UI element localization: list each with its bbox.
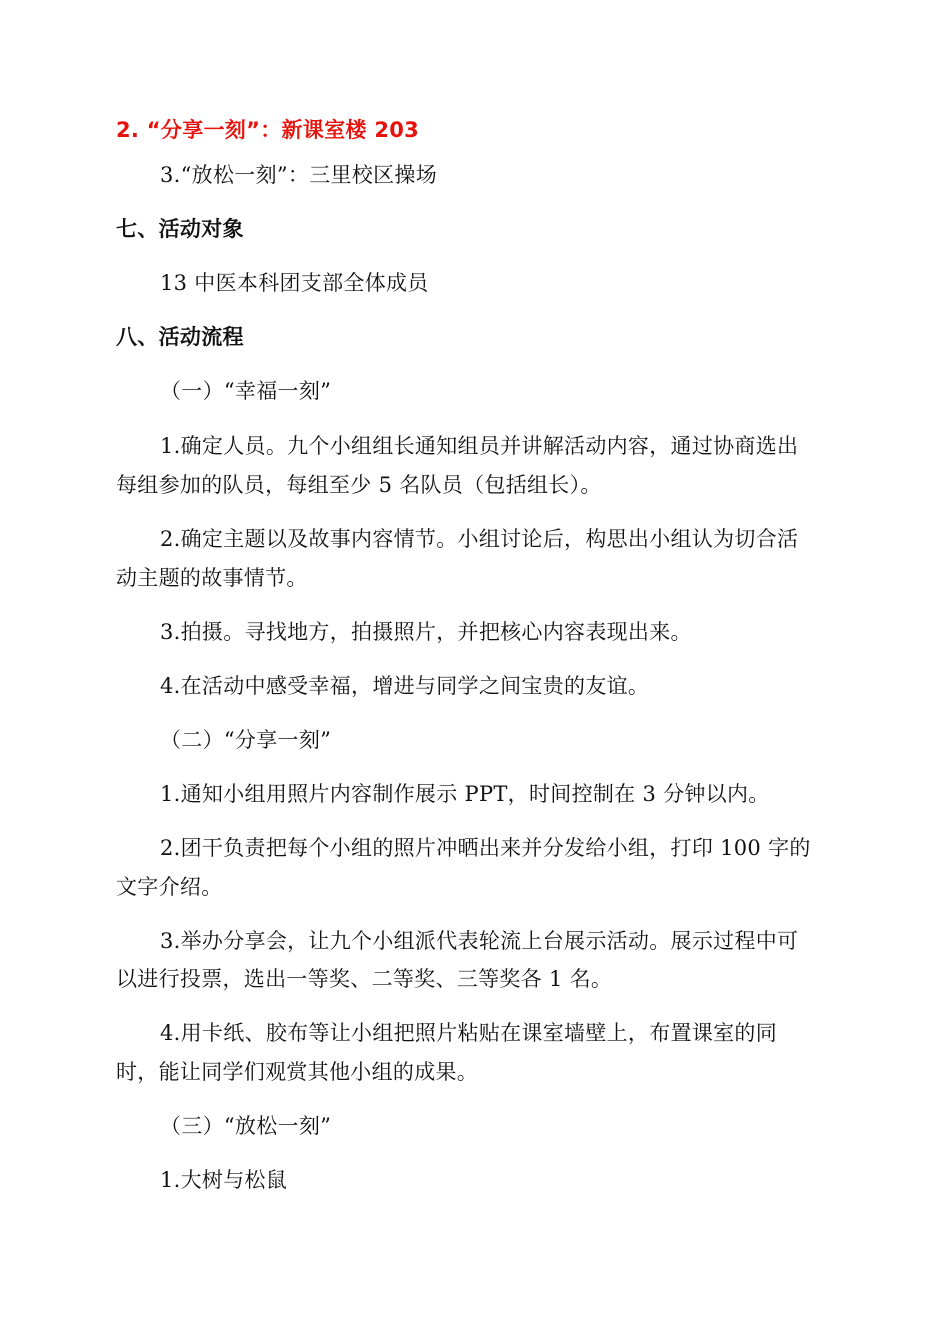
paragraph-line: 文字介绍。 [116,875,223,899]
subsection-title-relax-moment: （三）“放松一刻” [160,1114,332,1138]
paragraph-line: 动主题的故事情节。 [116,566,308,590]
venue-item-2: 2. “分享一刻”：新课室楼 203 [116,118,420,142]
paragraph-line: 2.团干负责把每个小组的照片冲晒出来并分发给小组，打印 100 字的 [160,836,811,860]
subsection-title-share-moment: （二）“分享一刻” [160,728,332,752]
paragraph-line: 1.大树与松鼠 [160,1168,288,1192]
section-heading-participants: 七、活动对象 [116,217,244,241]
paragraph-line: 时，能让同学们观赏其他小组的成果。 [116,1060,479,1084]
paragraph-line: 3.拍摄。寻找地方，拍摄照片，并把核心内容表现出来。 [160,620,692,644]
participants-text: 13 中医本科团支部全体成员 [160,271,429,295]
paragraph-line: 每组参加的队员，每组至少 5 名队员（包括组长）。 [116,473,602,497]
venue-item-3: 3.“放松一刻”：三里校区操场 [160,163,438,187]
paragraph-line: 4.用卡纸、胶布等让小组把照片粘贴在课室墙壁上，布置课室的同 [160,1021,778,1045]
paragraph-line: 3.举办分享会，让九个小组派代表轮流上台展示活动。展示过程中可 [160,929,799,953]
paragraph-line: 4.在活动中感受幸福，增进与同学之间宝贵的友谊。 [160,674,650,698]
paragraph-line: 1.确定人员。九个小组组长通知组员并讲解活动内容，通过协商选出 [160,434,799,458]
section-heading-process: 八、活动流程 [116,325,244,349]
subsection-title-happy-moment: （一）“幸福一刻” [160,379,332,403]
paragraph-line: 1.通知小组用照片内容制作展示 PPT，时间控制在 3 分钟以内。 [160,782,770,806]
paragraph-line: 以进行投票，选出一等奖、二等奖、三等奖各 1 名。 [116,967,613,991]
paragraph-line: 2.确定主题以及故事内容情节。小组讨论后，构思出小组认为切合活 [160,527,799,551]
